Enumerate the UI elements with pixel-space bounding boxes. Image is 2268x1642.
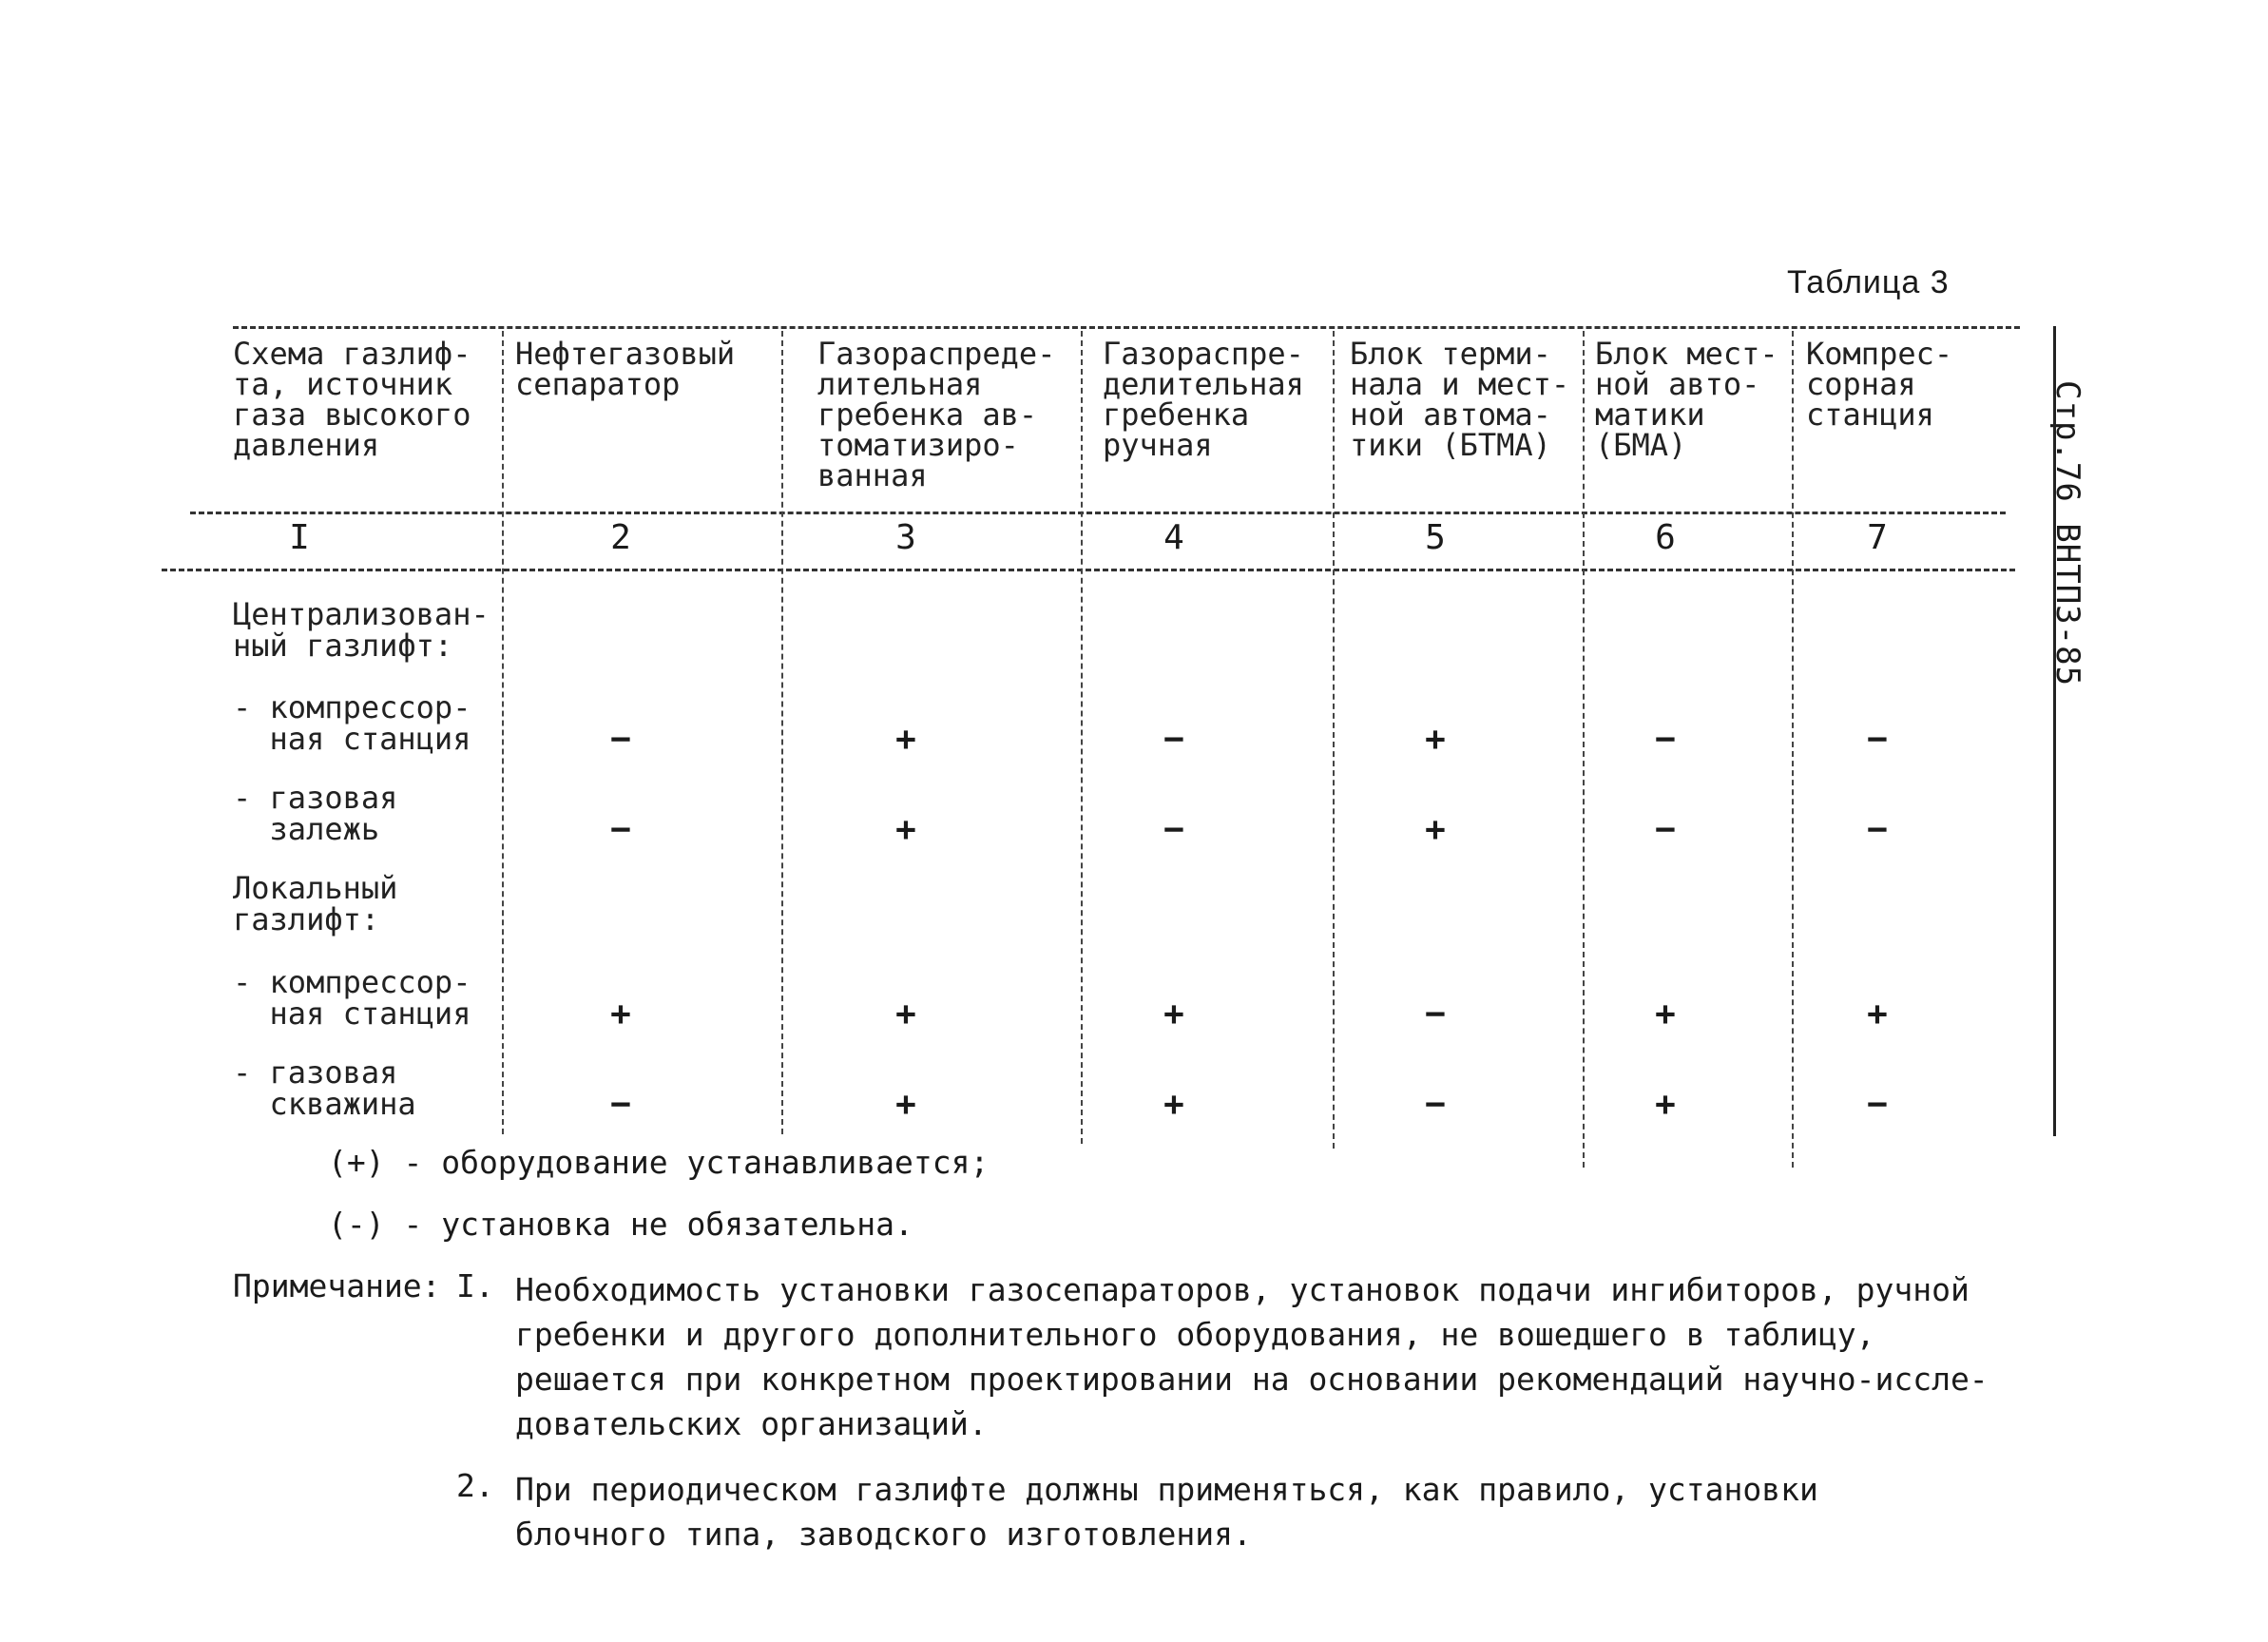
header-compressor: Компрес- сорная станция [1806, 336, 1953, 433]
table-cell: + [1425, 810, 1446, 849]
table-cell: − [610, 810, 631, 849]
note-1-number: I. [456, 1267, 494, 1304]
table-cell: − [1867, 720, 1888, 759]
column-divider-6 [1792, 331, 1794, 1168]
header-separator: Нефтегазовый сепаратор [515, 336, 736, 402]
table-cell: + [1655, 995, 1676, 1033]
column-divider-2 [781, 331, 783, 1134]
table-cell: − [1867, 1085, 1888, 1124]
table-cell: + [1425, 720, 1446, 759]
column-divider-5 [1583, 331, 1585, 1168]
column-number-7: 7 [1867, 518, 1888, 557]
table-cell: + [1163, 1085, 1184, 1124]
table-cell: + [1163, 995, 1184, 1033]
header-bma: Блок мест- ной авто- матики (БМА) [1595, 336, 1778, 463]
legend-plus: (+) - оборудование устанавливается; [328, 1144, 990, 1181]
table-top-rule [233, 326, 2020, 329]
table-cell: + [895, 1085, 916, 1124]
row-label-local-gas-well: - газовая скважина [233, 1054, 416, 1122]
note-2-text: При периодическом газлифте должны применяться, как правило, установки блочного типа, заводского изготовления. [515, 1471, 1818, 1553]
header-bottom-rule [190, 512, 2006, 514]
note-2-number: 2. [456, 1467, 494, 1504]
column-number-2: 2 [610, 518, 631, 557]
table-right-border [2053, 326, 2056, 1136]
legend-minus: (-) - установка не обязательна. [328, 1206, 913, 1243]
table-cell: − [1163, 720, 1184, 759]
table-cell: − [1867, 810, 1888, 849]
table-cell: + [895, 810, 916, 849]
column-number-6: 6 [1655, 518, 1676, 557]
table-title: Таблица 3 [1787, 264, 1950, 300]
row-label-central-compressor: - компрессор- ная станция [233, 689, 471, 757]
row-label-local-compressor: - компрессор- ная станция [233, 964, 471, 1032]
column-number-3: 3 [895, 518, 916, 557]
header-scheme: Схема газлиф- та, источник газа высокого давления [233, 336, 471, 463]
table-cell: − [1655, 720, 1676, 759]
table-cell: − [1425, 1085, 1446, 1124]
column-divider-4 [1333, 331, 1335, 1149]
table-cell: − [1655, 810, 1676, 849]
column-number-4: 4 [1163, 518, 1184, 557]
note-1-text: Необходимость установки газосепараторов, установок подачи ингибиторов, ручной гребенки и другого дополнительного оборудования, не вошедшего в таблицу, решается при конкретном проектировании на основании рекомендаций научно-иссле- довательских организаций. [515, 1271, 1989, 1442]
table-cell: − [1425, 995, 1446, 1033]
row-label-central-gas-deposit: - газовая залежь [233, 780, 398, 847]
page-side-label: Стр.76 ВНТПЗ-85 [2048, 380, 2086, 687]
row-label-centralized: Централизован- ный газлифт: [233, 596, 490, 664]
column-divider-1 [502, 331, 504, 1134]
note-prefix: Примечание: [233, 1267, 441, 1304]
table-cell: + [1655, 1085, 1676, 1124]
table-cell: + [1867, 995, 1888, 1033]
column-divider-3 [1081, 331, 1083, 1144]
table-cell: − [610, 720, 631, 759]
row-label-local: Локальный газлифт: [233, 870, 398, 937]
column-number-1: I [289, 518, 310, 557]
column-numbers-bottom-rule [162, 569, 2015, 571]
table-cell: + [895, 995, 916, 1033]
table-cell: + [610, 995, 631, 1033]
column-number-5: 5 [1425, 518, 1446, 557]
table-cell: − [1163, 810, 1184, 849]
header-auto-manifold: Газораспреде- лительная гребенка ав- томатизиро- ванная [817, 336, 1056, 493]
header-btma: Блок терми- нала и мест- ной автома- тики (БТМА) [1350, 336, 1570, 463]
header-manual-manifold: Газораспре- делительная гребенка ручная [1103, 336, 1304, 463]
table-cell: + [895, 720, 916, 759]
table-cell: − [610, 1085, 631, 1124]
